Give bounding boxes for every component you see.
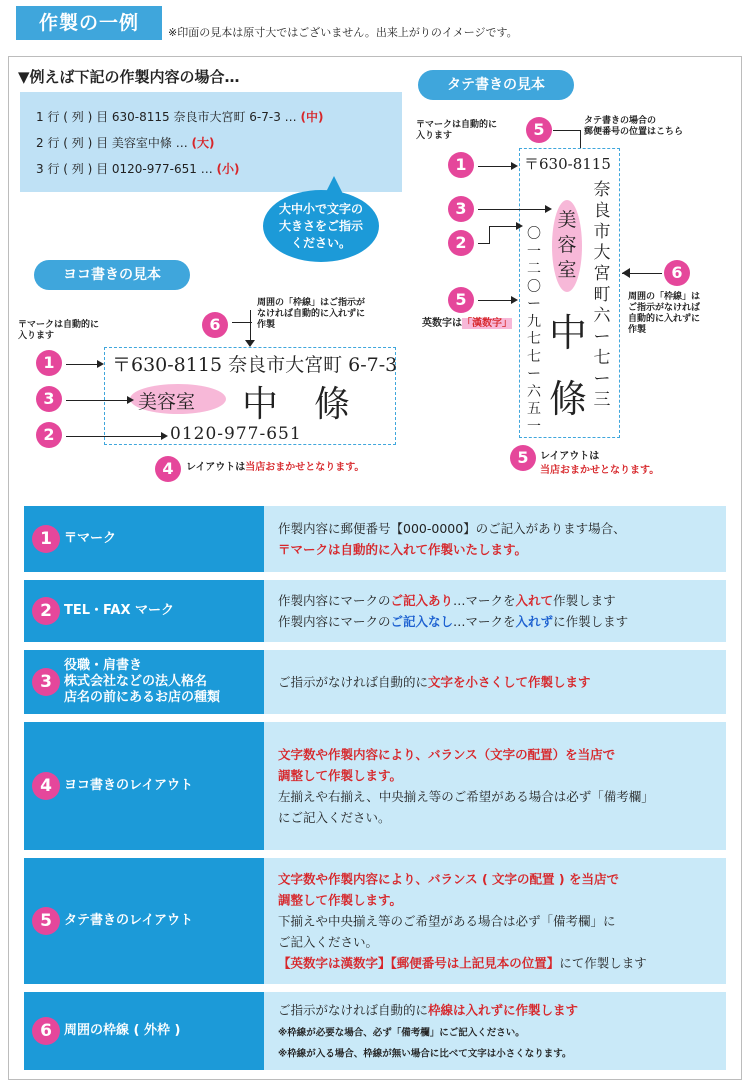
description-line (278, 744, 718, 765)
vertical-char: 中 (548, 311, 587, 355)
vertical-char: 室 (557, 259, 577, 281)
row-description (278, 672, 718, 693)
description-line (278, 1021, 718, 1042)
marker-3: 3 (36, 386, 62, 412)
row-label-cell (24, 650, 264, 714)
description-segment: 【英数字は漢数字】【郵便番号は上記見本の位置】 (278, 955, 560, 971)
vertical-char: 七 (593, 348, 611, 368)
description-segment: …マークを (453, 614, 516, 629)
connector-arrow (622, 268, 630, 278)
description-line (278, 518, 718, 539)
description-segment: ご指示がなければ自動的に (278, 674, 429, 690)
description-segment: 作製内容に郵便番号【000-0000】のご記入があります場合、 (278, 521, 626, 536)
yoko-address-line: 〒630-8115 奈良市大宮町 6-7-3 (112, 354, 398, 376)
description-segment: に作製します (553, 614, 629, 629)
description-line (278, 807, 718, 828)
row-description (278, 869, 718, 974)
info-row (24, 580, 726, 642)
description-segment: 〒マークは自動的に入れて作製いたします。 (278, 542, 528, 557)
row-label-inner (32, 907, 193, 935)
row-label-inner (32, 658, 220, 706)
vertical-char: 〇 (527, 226, 541, 242)
description-segment: 文字を小さくして作製します (428, 674, 591, 690)
description-segment: ご記入ください。 (278, 934, 379, 950)
vertical-char: 七 (527, 348, 541, 365)
row-label (64, 1023, 180, 1039)
description-line (278, 672, 718, 693)
description-line (278, 1042, 718, 1063)
marker-6: 6 (202, 312, 228, 338)
description-segment: ご記入あり (390, 593, 454, 608)
vertical-char: 五 (527, 401, 541, 417)
row-label-line: 〒マーク (64, 531, 117, 546)
row-number-badge: 4 (32, 772, 60, 800)
info-row (24, 858, 726, 984)
description-line (278, 765, 718, 786)
row-description (278, 590, 718, 632)
vertical-char: ー (527, 366, 541, 382)
vertical-char: ー (527, 296, 541, 312)
row-number-badge: 6 (32, 1017, 60, 1045)
yoko-postal-note: 〒マークは自動的に 入ります (18, 320, 100, 341)
row-label-inner (32, 1017, 180, 1045)
description-line (278, 911, 718, 932)
row-description (278, 1000, 718, 1063)
yoko-phone-line: 0120-977-651 (170, 424, 302, 444)
tate-kanji-note: 英数字は「漢数字」 (422, 318, 512, 329)
vertical-char: 條 (548, 377, 587, 421)
vertical-char: 〇 (527, 278, 541, 295)
yoko-border-note: 周囲の「枠線」はご指示が なければ自動的に入れずに 作製 (257, 298, 366, 330)
description-segment: 下揃えや中央揃え等のご希望がある場合は必ず「備考欄」に (278, 913, 616, 929)
description-segment: …マークを (453, 593, 516, 608)
row-label-inner (32, 597, 174, 625)
connector-line (489, 226, 490, 244)
info-row (24, 992, 726, 1070)
example-line-3: 3 行 ( 列 ) 目 0120-977-651 … (小) (36, 162, 240, 176)
marker-4: 4 (155, 456, 181, 482)
vertical-char: 六 (593, 306, 611, 326)
arrow-2-tate (489, 226, 521, 227)
row-label (64, 778, 193, 794)
description-segment: 入れて (515, 593, 554, 608)
example-line-2: 2 行 ( 列 ) 目 美容室中條 … (大) (36, 136, 215, 150)
vertical-char: ー (593, 369, 611, 389)
tate-border-note: 周囲の「枠線」は ご指示がなければ 自動的に入れずに 作製 (628, 292, 701, 335)
info-row (24, 506, 726, 572)
marker-2: 2 (36, 422, 62, 448)
description-line (278, 590, 718, 611)
description-line (278, 786, 718, 807)
row-label-cell (24, 992, 264, 1070)
row-label (64, 531, 116, 547)
description-segment: にご記入ください。 (278, 810, 391, 825)
row-label (64, 603, 174, 619)
row-label-line: ヨコ書きのレイアウト (64, 778, 193, 793)
description-segment: ※枠線が必要な場合、必ず「備考欄」にご記入ください。 (278, 1027, 525, 1039)
tate-postal-position-note: タテ書きの場合の 郵便番号の位置はこちら (584, 116, 684, 137)
vertical-char: 六 (527, 383, 541, 400)
connector-line (232, 322, 252, 323)
marker-5-tate: 5 (448, 287, 474, 313)
description-line (278, 1000, 718, 1021)
yoko-sample-title: ヨコ書きの見本 (34, 260, 190, 290)
marker-5-top: 5 (526, 117, 552, 143)
info-row (24, 650, 726, 714)
description-segment: にて作製します (559, 955, 647, 971)
vertical-char: 二 (527, 261, 541, 277)
tate-label (556, 208, 578, 283)
yoko-layout-note: レイアウトは当店おまかせとなります。 (186, 462, 365, 473)
vertical-char: ー (593, 327, 611, 347)
row-label-line: TEL・FAX マーク (64, 603, 175, 618)
description-segment: 調整して作製します。 (278, 768, 403, 783)
marker-6-tate: 6 (664, 260, 690, 286)
description-line (278, 932, 718, 953)
row-number-badge: 3 (32, 668, 60, 696)
row-label-line: 株式会社などの法人格名 (64, 674, 208, 689)
row-label-line: 店名の前にあるお店の種類 (64, 690, 221, 705)
description-segment: ご記入なし (390, 614, 454, 629)
arrow-2 (66, 436, 166, 437)
tate-name (546, 300, 590, 432)
description-segment: 文字数や作製内容により、バランス（文字の配置）を当店で (278, 747, 616, 762)
row-label-cell (24, 580, 264, 642)
arrow-1 (66, 364, 102, 365)
info-row (24, 722, 726, 850)
yoko-name: 中 條 (242, 384, 351, 425)
example-heading: ▼例えば下記の作製内容の場合… (18, 68, 240, 86)
row-number-badge: 5 (32, 907, 60, 935)
vertical-char: 容 (557, 234, 577, 256)
row-number-badge: 2 (32, 597, 60, 625)
arrow-3-tate (478, 209, 550, 210)
row-description (278, 744, 718, 828)
tate-postal-note: 〒マークは自動的に 入ります (416, 120, 498, 141)
size-instruction-bubble: 大中小で文字の 大きさをご指示 ください。 (263, 190, 379, 262)
description-segment: 入れず (515, 614, 554, 629)
vertical-char: 良 (593, 201, 611, 221)
tate-address-column (590, 180, 614, 411)
example-line-1: 1 行 ( 列 ) 目 630-8115 奈良市大宮町 6-7-3 … (中) (36, 110, 324, 124)
row-label-inner (32, 772, 193, 800)
row-label-line: 周囲の枠線 ( 外枠 ) (64, 1023, 181, 1038)
connector-line (553, 130, 581, 131)
row-label-cell (24, 858, 264, 984)
tate-sample-title: タテ書きの見本 (418, 70, 574, 100)
vertical-char: 九 (527, 313, 541, 330)
row-description (278, 518, 718, 560)
yoko-label: 美容室 (138, 391, 196, 413)
header-note: ※印面の見本は原寸大ではございません。出来上がりのイメージです。 (168, 26, 518, 39)
row-label-cell (24, 506, 264, 572)
row-label (64, 913, 193, 929)
vertical-char: 町 (593, 285, 611, 305)
description-segment: 左揃えや右揃え、中央揃え等のご希望がある場合は必ず「備考欄」 (278, 789, 654, 804)
vertical-char: 一 (527, 418, 541, 435)
marker-5-layout: 5 (510, 445, 536, 471)
marker-3-tate: 3 (448, 196, 474, 222)
vertical-char: 市 (593, 222, 611, 242)
row-label-line: 役職・肩書き (64, 658, 143, 673)
tate-postal: 〒630-8115 (524, 155, 611, 173)
vertical-char: 宮 (593, 264, 611, 284)
vertical-char: 三 (593, 390, 611, 410)
vertical-char: 大 (593, 243, 611, 263)
row-number-badge: 1 (32, 525, 60, 553)
description-segment: ご指示がなければ自動的に (278, 1002, 429, 1018)
description-segment: 文字数や作製内容により、バランス ( 文字の配置 ) を当店で (278, 871, 619, 887)
marker-1: 1 (36, 350, 62, 376)
connector-line (250, 310, 251, 342)
row-label-cell (24, 722, 264, 850)
description-line (278, 611, 718, 632)
connector-arrow (245, 340, 255, 347)
description-line (278, 869, 718, 890)
description-segment: 作製します (553, 593, 616, 608)
description-line (278, 890, 718, 911)
marker-1-tate: 1 (448, 152, 474, 178)
description-segment: 作製内容にマークの (278, 614, 391, 629)
marker-2-tate: 2 (448, 230, 474, 256)
description-segment: 枠線は入れずに作製します (428, 1002, 579, 1018)
vertical-char: 美 (557, 209, 577, 231)
description-line (278, 953, 718, 974)
arrow-1-tate (478, 166, 516, 167)
arrow-5-tate (478, 300, 516, 301)
description-line (278, 539, 718, 560)
row-label-line: タテ書きのレイアウト (64, 913, 193, 928)
section-title: 作製の一例 (16, 6, 162, 40)
row-label (64, 658, 220, 706)
description-segment: ※枠線が入る場合、枠線が無い場合に比べて文字は小さくなります。 (278, 1048, 572, 1060)
connector-line (580, 130, 581, 148)
vertical-char: 奈 (593, 180, 611, 200)
vertical-char: 一 (527, 243, 541, 260)
tate-layout-note: レイアウトは 当店おまかせとなります。 (540, 451, 660, 476)
vertical-char: 七 (527, 331, 541, 347)
description-segment: 作製内容にマークの (278, 593, 391, 608)
description-segment: 調整して作製します。 (278, 892, 403, 908)
row-label-inner (32, 525, 116, 553)
tate-phone-column (524, 226, 544, 436)
arrow-3 (66, 400, 132, 401)
